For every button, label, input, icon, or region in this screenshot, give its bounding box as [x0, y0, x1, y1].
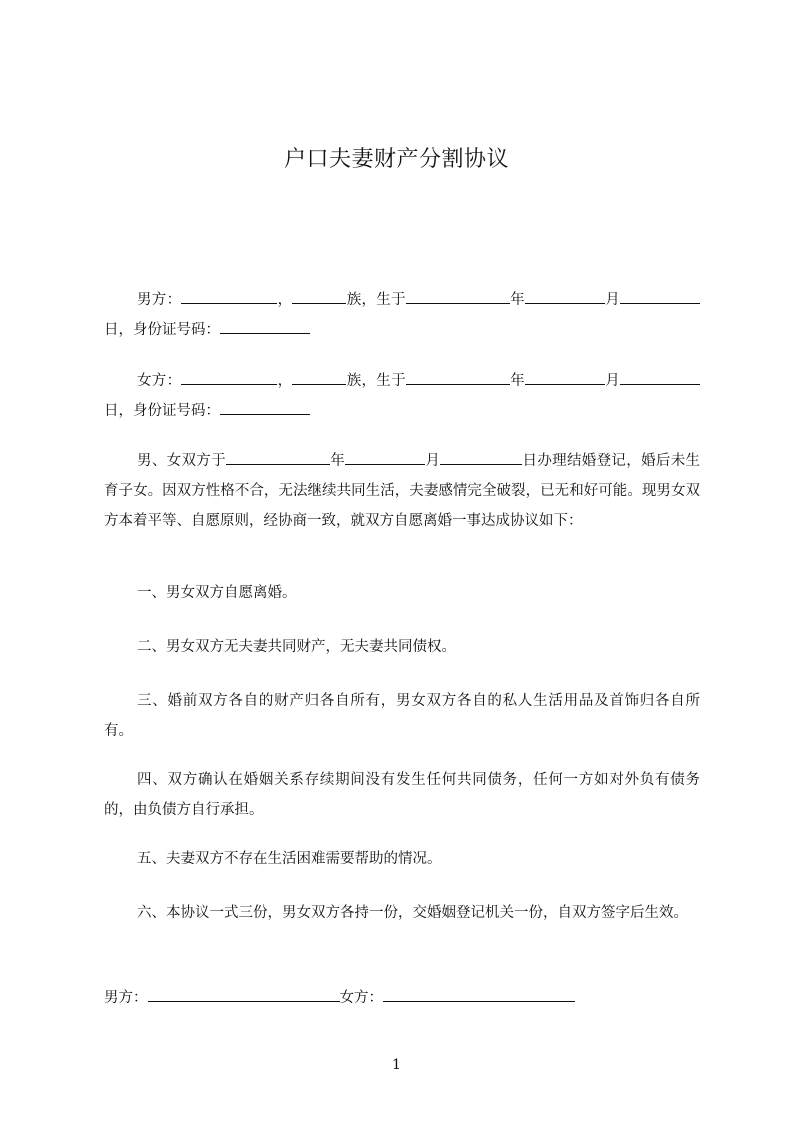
marriage-day-blank[interactable]: [440, 448, 522, 465]
woman-id-blank[interactable]: [220, 398, 310, 415]
man-ethnic-blank[interactable]: [292, 287, 346, 304]
party-woman-paragraph: [104, 366, 700, 426]
marriage-body-text: 日办理结婚登记，婚后未生育子女。因双方性格不合，无法继续共同生活，夫妻感情完全破裂，已无和好可能。现男女双方本着平等、自愿原则，经协商一致，就双方自愿离婚一事达成协议如下：: [104, 453, 701, 529]
woman-birth-year-blank[interactable]: [406, 368, 510, 385]
document-title: 户口夫妻财产分割协议: [283, 147, 509, 172]
woman-name-blank[interactable]: [181, 368, 277, 385]
day-id-text: 日，身份证号码：: [104, 322, 220, 338]
comma-text: ，: [277, 292, 293, 308]
man-name-blank[interactable]: [181, 287, 277, 304]
clause-1: 一、男女双方自愿离婚。: [137, 585, 297, 601]
year-text: 年: [509, 373, 525, 389]
year-text: 年: [329, 453, 346, 469]
clause-5: 五、夫妻双方不存在生活困难需要帮助的情况。: [137, 851, 442, 867]
man-birth-year-blank[interactable]: [406, 287, 510, 304]
party-man-paragraph: [104, 285, 700, 345]
party-man-label: 男方：: [137, 292, 182, 308]
month-text: 月: [604, 373, 621, 389]
signature-man-label: 男方：: [104, 990, 148, 1006]
signature-man-blank[interactable]: [148, 985, 340, 1002]
month-text: 月: [604, 292, 621, 308]
marriage-prefix: 男、女双方于: [137, 453, 226, 469]
man-id-blank[interactable]: [220, 317, 310, 334]
party-woman-label: 女方：: [137, 373, 182, 389]
clause-4: 四、双方确认在婚姻关系存续期间没有发生任何共同债务，任何一方如对外负有债务的，由负债方自行承担。: [104, 772, 700, 818]
man-birth-month-blank[interactable]: [525, 287, 605, 304]
marriage-month-blank[interactable]: [345, 448, 425, 465]
signature-line: [104, 985, 575, 1008]
marriage-year-blank[interactable]: [226, 448, 330, 465]
man-birth-day-blank[interactable]: [620, 287, 684, 304]
day-id-text: 日，身份证号码：: [104, 403, 220, 419]
woman-ethnic-blank[interactable]: [292, 368, 346, 385]
comma-text: ，: [277, 373, 293, 389]
clause-3: 三、婚前双方各自的财产归各自所有，男女双方各自的私人生活用品及首饰归各自所有。: [104, 693, 700, 739]
signature-woman-blank[interactable]: [383, 985, 575, 1002]
ethnic-text: 族，生于: [346, 373, 406, 389]
clause-2: 二、男女双方无夫妻共同财产，无夫妻共同债权。: [137, 639, 456, 655]
signature-woman-label: 女方：: [339, 990, 383, 1006]
woman-birth-month-blank[interactable]: [525, 368, 605, 385]
month-text: 月: [425, 453, 441, 469]
woman-birth-day-blank-2[interactable]: [684, 368, 700, 385]
marriage-paragraph: [104, 446, 700, 536]
clause-6: 六、本协议一式三份，男女双方各持一份，交婚姻登记机关一份，自双方签字后生效。: [137, 905, 688, 921]
woman-birth-day-blank[interactable]: [620, 368, 684, 385]
year-text: 年: [509, 292, 525, 308]
page-number: 1: [392, 1057, 401, 1073]
man-birth-day-blank-2[interactable]: [684, 287, 700, 304]
ethnic-text: 族，生于: [346, 292, 406, 308]
